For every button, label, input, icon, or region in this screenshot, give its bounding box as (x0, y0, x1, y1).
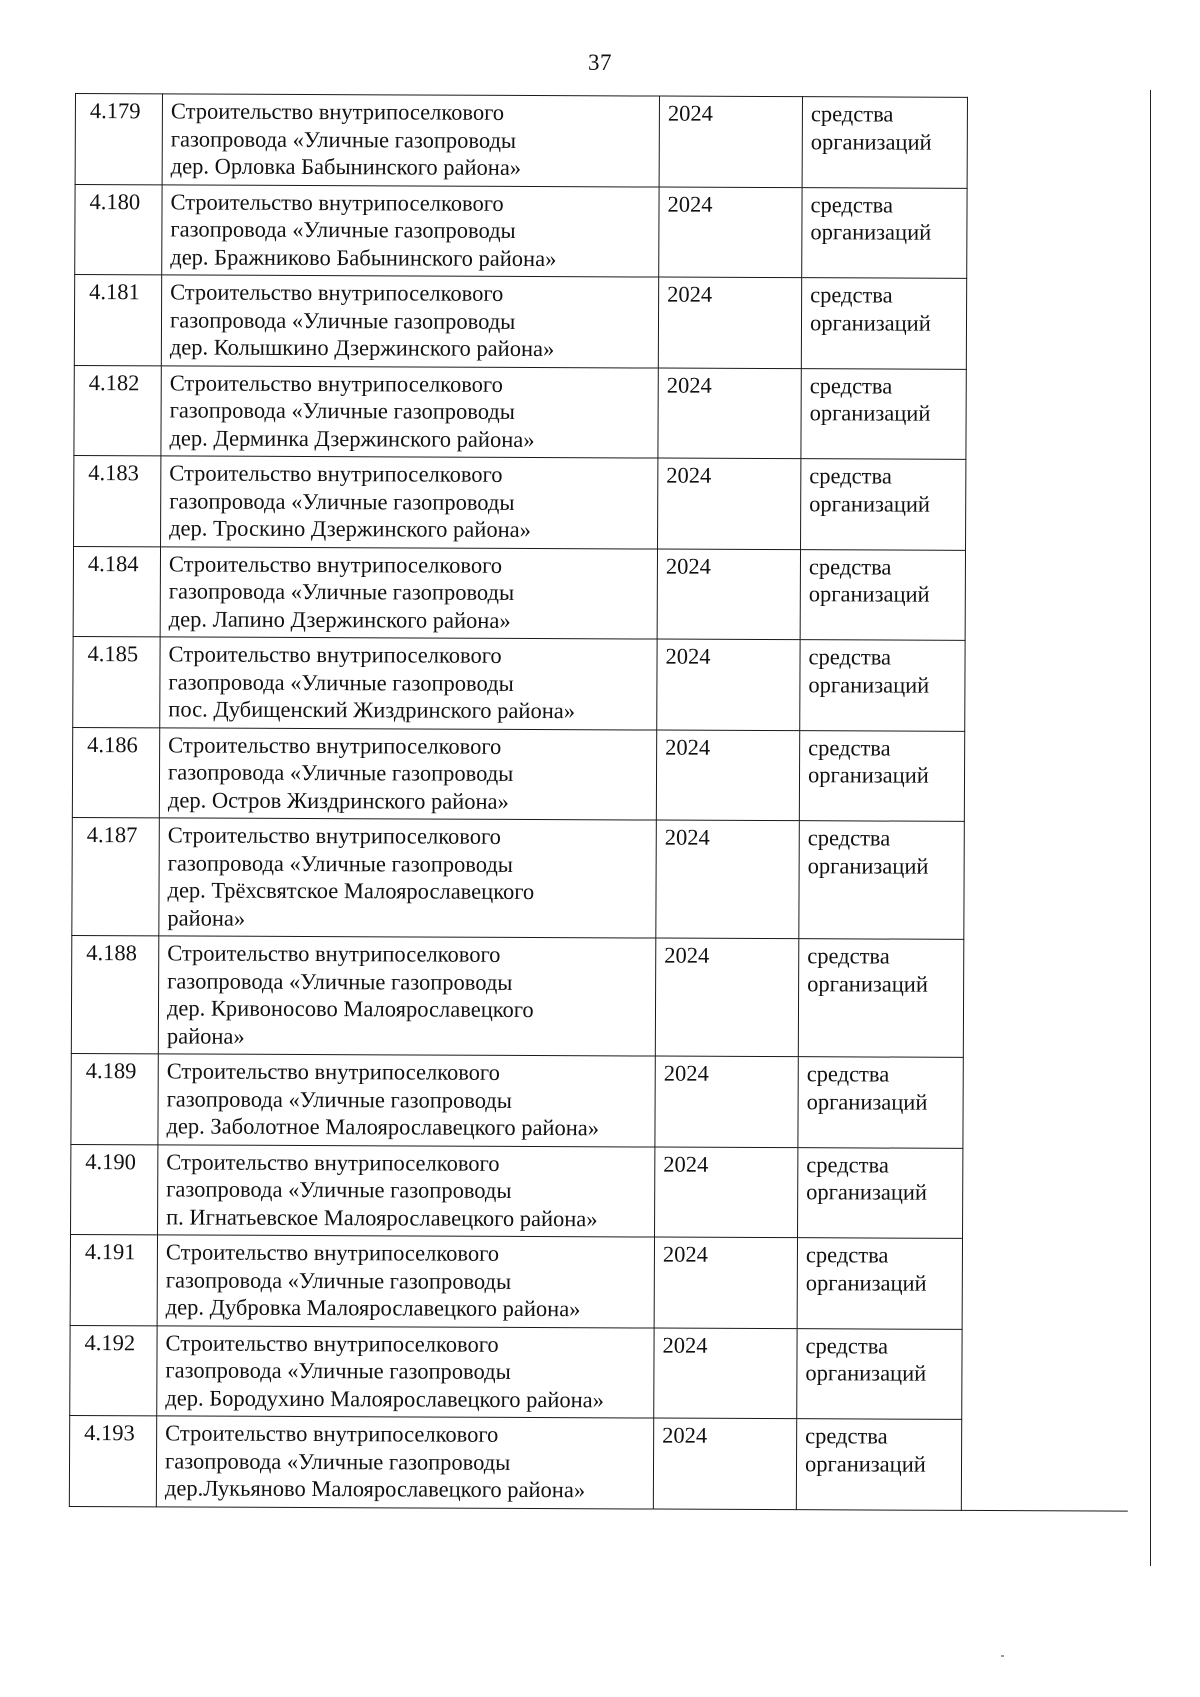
table-row (74, 365, 1133, 460)
page-number: 37 (588, 50, 612, 75)
funding-source-line: средства (806, 1061, 890, 1087)
funding-source-line: средства (809, 463, 892, 489)
funding-source-line: организаций (809, 490, 931, 517)
year-cell: 2024 (654, 1328, 797, 1419)
table-row (73, 636, 1132, 731)
funding-source (801, 368, 966, 459)
empty-column-cell (963, 939, 1130, 1058)
funding-source (798, 1057, 963, 1148)
empty-column-cell (964, 821, 1131, 940)
measure-name-line: дер. Трёхсвятское Малоярославецкого (167, 877, 535, 905)
empty-column-cell (961, 1419, 1128, 1510)
row-number: 4.190 (71, 1144, 158, 1235)
measure-name-line: газопровода «Уличные газопроводы (164, 1447, 511, 1475)
measures-table (69, 93, 1134, 1511)
measure-name-line: дер. Кривоносово Малоярославецкого (166, 995, 534, 1023)
year-cell: 2024 (654, 1237, 797, 1328)
funding-source (801, 278, 966, 369)
funding-source (796, 1419, 961, 1510)
row-number: 4.189 (71, 1053, 158, 1144)
funding-source-line: организаций (810, 128, 932, 155)
measure-name-line: газопровода «Уличные газопроводы (166, 1085, 512, 1113)
measure-name-line: п. Игнатьевское Малоярославецкого района» (166, 1203, 598, 1231)
measure-name-line: Строительство внутрипоселкового (170, 98, 505, 125)
empty-column-cell (962, 1329, 1129, 1420)
measure-name-line: дер. Заболотное Малоярославецкого района» (166, 1113, 600, 1141)
measure-name-line: Строительство внутрипоселкового (165, 1420, 499, 1447)
measure-name-line: дер. Дерминка Дзержинского района» (169, 424, 535, 452)
measure-name-line: газопровода «Уличные газопроводы (169, 487, 515, 515)
measure-name (158, 1144, 655, 1237)
measure-name-line: Строительство внутрипоселкового (167, 940, 501, 967)
measure-name-line: газопровода «Уличные газопроводы (168, 668, 514, 696)
empty-column-cell (964, 731, 1131, 822)
measure-name-line: Строительство внутрипоселкового (167, 822, 501, 849)
table-row (75, 94, 1134, 189)
row-number: 4.179 (75, 94, 162, 185)
row-number: 4.184 (73, 546, 160, 637)
funding-source-line: организаций (807, 762, 929, 788)
year-cell: 2024 (655, 938, 799, 1057)
measure-name-line: Строительство внутрипоселкового (170, 279, 504, 306)
measure-name-line: Строительство внутрипоселкового (166, 1148, 500, 1176)
measure-name-line: газопровода «Уличные газопроводы (170, 216, 516, 243)
year-cell: 2024 (653, 1418, 796, 1509)
funding-source-line: организаций (809, 309, 931, 336)
measure-name (161, 275, 658, 368)
measure-name-line: дер. Остров Жиздринского района» (167, 786, 509, 814)
funding-source (799, 730, 964, 821)
table-row (71, 1144, 1130, 1239)
measure-name-line: Строительство внутрипоселкового (169, 369, 503, 397)
funding-source-line: средства (810, 101, 894, 127)
funding-source-line: организаций (807, 970, 928, 997)
year-cell: 2024 (657, 549, 800, 640)
empty-column-cell (967, 188, 1134, 279)
funding-source-line: организаций (807, 852, 929, 879)
measure-name (158, 1054, 655, 1147)
funding-source-line: средства (805, 1242, 889, 1268)
measure-name (160, 546, 657, 639)
measure-name-line: газопровода «Уличные газопроводы (165, 1357, 511, 1384)
table-row (74, 275, 1133, 370)
funding-source-line: средства (810, 282, 893, 308)
funding-source-line: организаций (806, 1088, 928, 1115)
table-row (72, 817, 1131, 940)
measure-name (157, 1325, 654, 1418)
table-row (72, 727, 1131, 822)
measure-name-line: Строительство внутрипоселкового (168, 641, 502, 668)
year-cell: 2024 (658, 458, 801, 549)
row-number: 4.193 (69, 1415, 156, 1506)
year-cell: 2024 (658, 368, 801, 459)
row-number: 4.182 (74, 365, 161, 456)
table-row (70, 1234, 1129, 1329)
funding-source-line: средства (806, 1151, 889, 1178)
year-cell: 2024 (659, 96, 802, 187)
year-cell: 2024 (658, 277, 801, 368)
funding-source (797, 1238, 962, 1329)
measure-name-line: пос. Дубищенский Жиздринского района» (168, 696, 576, 724)
table-row (70, 1325, 1129, 1420)
measure-name-line: Строительство внутрипоселкового (168, 550, 503, 578)
measure-name (158, 936, 656, 1056)
table-row (74, 455, 1133, 550)
funding-source-line: организаций (806, 1179, 928, 1205)
measure-name-line: дер. Колышкино Дзержинского района» (169, 334, 555, 362)
funding-source-line: средства (808, 553, 892, 580)
empty-column-cell (963, 1148, 1130, 1239)
funding-source-line: средства (807, 825, 891, 851)
right-margin-line (1150, 90, 1151, 1566)
funding-source-line: средства (805, 1423, 888, 1449)
funding-source-line: организаций (804, 1450, 926, 1477)
funding-source-line: средства (807, 943, 890, 969)
table-row (69, 1415, 1128, 1510)
funding-source-line: средства (810, 191, 894, 218)
measure-name-line: дер. Дубровка Малоярославецкого района» (165, 1294, 581, 1322)
year-cell: 2024 (655, 1147, 798, 1238)
empty-column-cell (965, 550, 1132, 641)
funding-source-line: средства (808, 734, 891, 761)
row-number: 4.180 (75, 184, 162, 275)
measure-name-line: газопровода «Уличные газопроводы (168, 578, 515, 605)
measure-name-line: Строительство внутрипоселкового (170, 188, 504, 216)
measure-name-line: района» (166, 1022, 245, 1049)
measure-name-line: газопровода «Уличные газопроводы (165, 1266, 512, 1294)
measure-name-line: газопровода «Уличные газопроводы (166, 1176, 512, 1203)
funding-source (798, 939, 964, 1058)
row-number: 4.191 (70, 1234, 157, 1325)
funding-source (800, 549, 965, 640)
row-number: 4.187 (72, 817, 160, 935)
funding-source-line: организаций (805, 1269, 927, 1296)
funding-source-line: средства (805, 1332, 889, 1359)
empty-column-cell (962, 1238, 1129, 1329)
funding-source-line: организаций (808, 581, 930, 607)
measure-name (160, 637, 657, 730)
funding-source-line: средства (808, 644, 892, 670)
table-row (73, 546, 1132, 641)
measure-name (159, 727, 656, 820)
year-cell: 2024 (656, 820, 800, 939)
measure-name-line: Строительство внутрипоселкового (165, 1329, 499, 1357)
measure-name-line: дер. Бражниково Бабынинского района» (170, 243, 557, 271)
measure-name (159, 818, 657, 938)
table-row (71, 1053, 1130, 1148)
funding-source (797, 1328, 962, 1419)
row-number: 4.188 (71, 935, 159, 1053)
funding-source-line: организаций (805, 1360, 927, 1386)
row-number: 4.192 (70, 1325, 157, 1416)
table-row (75, 184, 1134, 279)
table-body (69, 94, 1134, 1511)
funding-source-line: средства (809, 372, 893, 399)
measure-name-line: района» (167, 904, 246, 931)
measure-name-line: Строительство внутрипоселкового (169, 460, 503, 487)
measure-name-line: дер.Лукьяново Малоярославецкого района» (164, 1475, 586, 1503)
empty-column-cell (966, 278, 1133, 369)
measure-name-line: газопровода «Уличные газопроводы (167, 967, 513, 995)
funding-source-line: организаций (810, 219, 932, 245)
measure-name-line: дер. Лапино Дзержинского района» (168, 605, 511, 633)
table-row (71, 935, 1130, 1058)
measure-name (162, 94, 659, 187)
funding-source (798, 1147, 963, 1238)
funding-source (802, 187, 967, 278)
row-number: 4.181 (74, 275, 161, 366)
measure-name-line: дер. Орловка Бабынинского района» (170, 153, 522, 180)
measure-name (161, 456, 658, 549)
year-cell: 2024 (656, 730, 799, 821)
measure-name (156, 1416, 653, 1509)
measure-name (157, 1235, 654, 1328)
measure-name (162, 184, 659, 277)
row-number: 4.183 (74, 455, 161, 546)
year-cell: 2024 (657, 639, 800, 730)
funding-source-line: организаций (809, 400, 931, 426)
measure-name-line: газопровода «Уличные газопроводы (167, 849, 513, 877)
funding-source (800, 640, 965, 731)
measure-name-line: Строительство внутрипоселкового (168, 731, 502, 759)
funding-source (801, 459, 966, 550)
year-cell: 2024 (659, 187, 802, 278)
funding-source-line: организаций (808, 671, 930, 698)
measure-name-line: дер. Бородухино Малоярославецкого района» (165, 1384, 604, 1412)
year-cell: 2024 (655, 1056, 798, 1147)
measure-name-line: газопровода «Уличные газопроводы (167, 759, 514, 786)
row-number: 4.186 (72, 727, 159, 818)
measure-name-line: Строительство внутрипоселкового (166, 1058, 500, 1085)
empty-column-cell (963, 1057, 1130, 1148)
empty-column-cell (965, 640, 1132, 731)
measure-name-line: дер. Троскино Дзержинского района» (169, 515, 531, 542)
measure-name-line: газопровода «Уличные газопроводы (169, 306, 516, 334)
funding-source (802, 97, 967, 188)
row-number: 4.185 (73, 636, 160, 727)
empty-column-cell (966, 369, 1133, 460)
measure-name-line: газопровода «Уличные газопроводы (169, 397, 515, 424)
empty-column-cell (966, 459, 1133, 550)
measure-name-line: газопровода «Уличные газопроводы (170, 125, 517, 153)
funding-source (799, 821, 965, 940)
empty-column-cell (967, 97, 1134, 188)
scan-speck (1001, 1655, 1004, 1657)
measure-name (161, 365, 658, 458)
measure-name-line: Строительство внутрипоселкового (165, 1239, 500, 1266)
